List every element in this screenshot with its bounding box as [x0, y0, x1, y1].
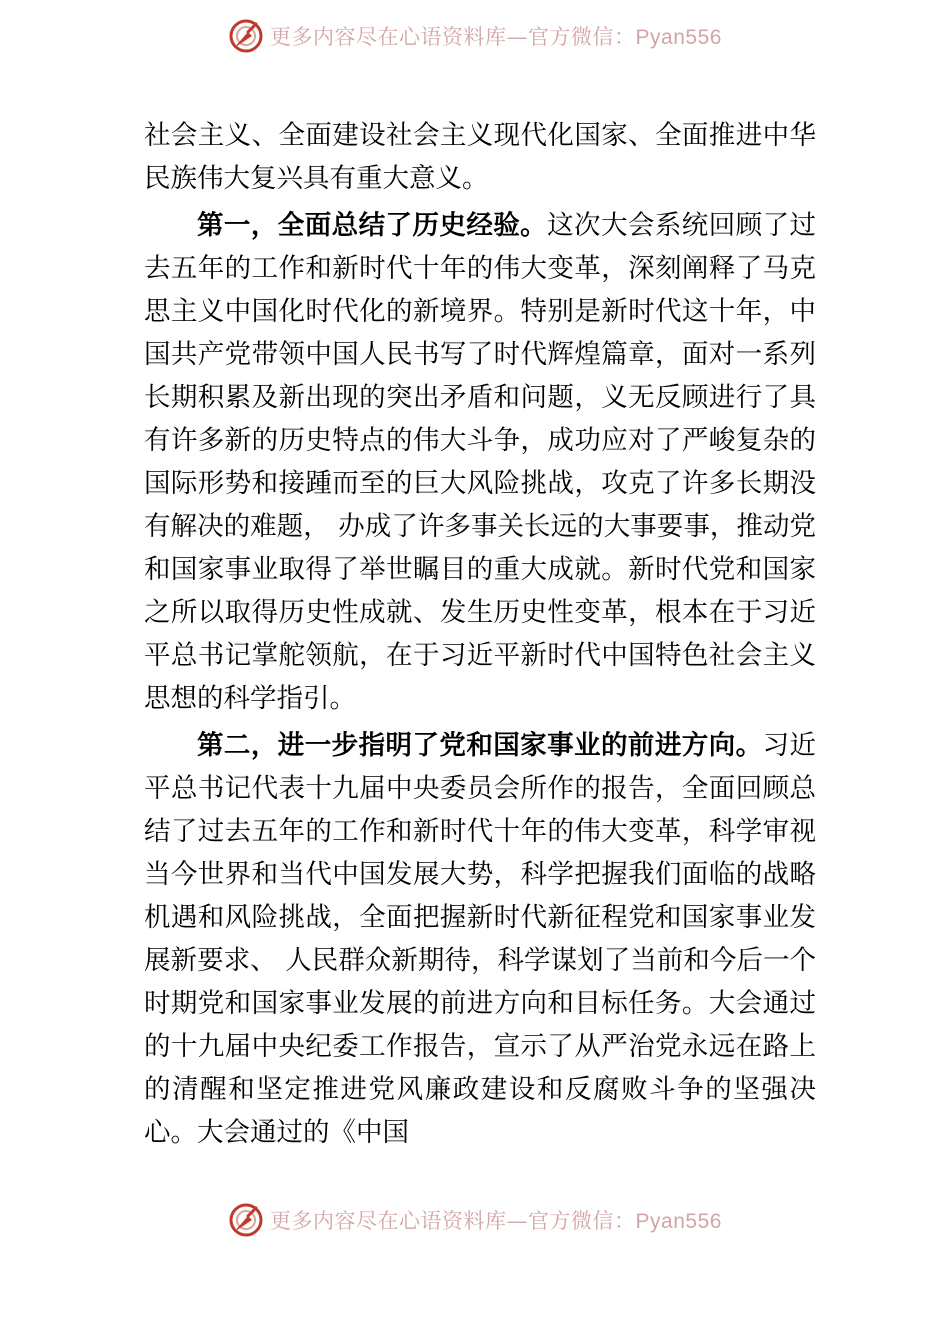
paragraph-second-body: 习近平总书记代表十九届中央委员会所作的报告，全面回顾总结了过去五年的工作和新时代十年的伟大变革，科学审视当今世界和当代中国发展大势，科学把握我们面临的战略机遇和风险挑战，全面把握新时代新征程党和国家事业发展新要求、 人民群众新期待，科学谋划了当前和今后一个时期党和国家事业发展的前进方向和目标任务。大会通过的十九届中央纪委工作报告，宣示了从严治党永远在路上的清醒和坚定推进党风廉政建设和反腐败斗争的坚强决心。大会通过的《中国 — [144, 730, 817, 1148]
footer-text: 更多内容尽在心语资料库—官方微信：Pyan556 — [270, 1209, 722, 1233]
logo-icon — [228, 18, 264, 54]
header-wechat-id: Pyan556 — [635, 26, 722, 49]
paragraph-continuation: 社会主义、全面建设社会主义现代化国家、全面推进中华民族伟大复兴具有重大意义。 — [144, 120, 816, 194]
paragraph-second — [144, 724, 816, 1154]
paragraph-first-body: 这次大会系统回顾了过去五年的工作和新时代十年的伟大变革，深刻阐释了马克思主义中国化时代化的新境界。特别是新时代这十年，中国共产党带领中国人民书写了时代辉煌篇章，面对一系列长期积累及新出现的突出矛盾和问题，义无反顾进行了具有许多新的历史特点的伟大斗争，成功应对了严峻复杂的国际形势和接踵而至的巨大风险挑战，攻克了许多长期没有解决的难题， 办成了许多事关长远的大事要事，推动党和国家事业取得了举世瞩目的重大成就。新时代党和国家之所以取得历史性成就、发生历史性变革，根本在于习近平总书记掌舵领航，在于习近平新时代中国特色社会主义思想的科学指引。 — [144, 210, 817, 714]
footer-wechat-id: Pyan556 — [635, 1210, 722, 1233]
paragraph-first — [144, 204, 816, 720]
paragraph-first-lead: 第一，全面总结了历史经验。 — [197, 210, 548, 241]
logo-icon — [228, 1202, 264, 1238]
paragraph-second-lead: 第二，进一步指明了党和国家事业的前进方向。 — [197, 730, 763, 761]
document-body — [144, 114, 816, 1154]
header-watermark — [0, 14, 950, 58]
header-text: 更多内容尽在心语资料库—官方微信：Pyan556 — [270, 25, 722, 49]
footer-watermark — [0, 1198, 950, 1242]
